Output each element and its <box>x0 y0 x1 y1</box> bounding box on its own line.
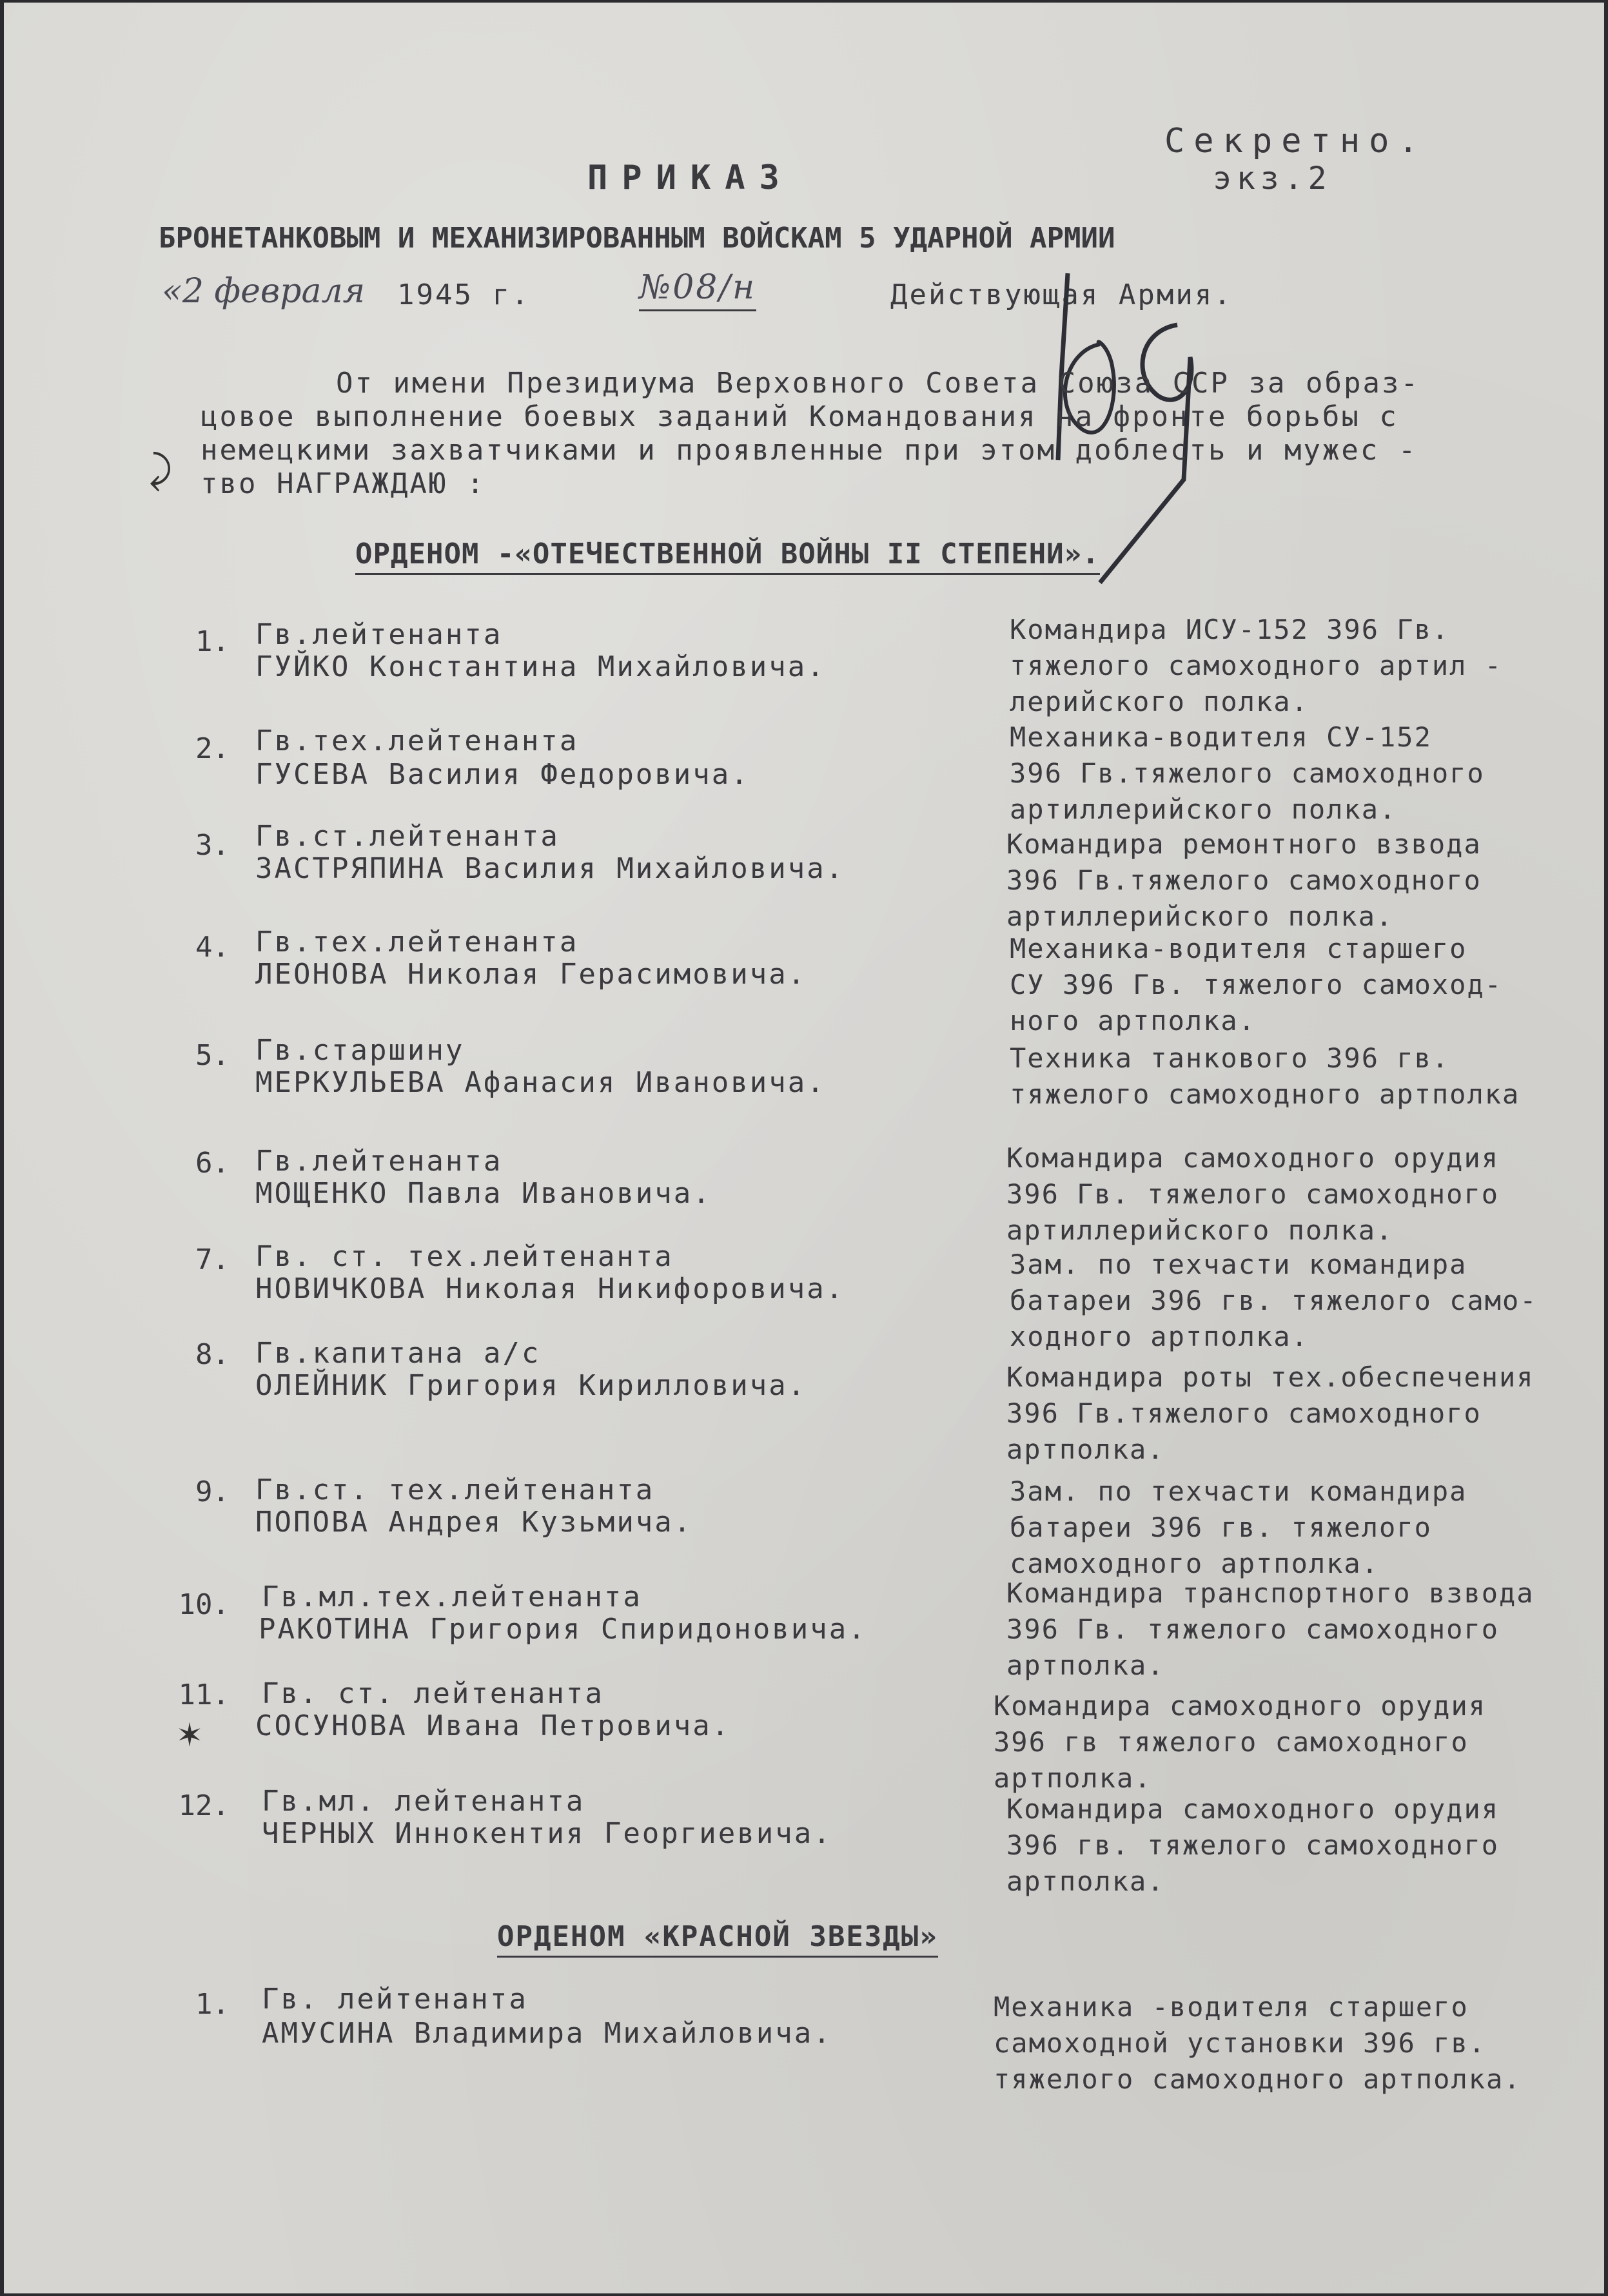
document-page <box>4 3 1604 2293</box>
entry-rank: Гв.лейтенанта <box>255 1145 503 1178</box>
entry-name: ГУЙКО Константина Михайловича. <box>255 650 826 683</box>
entry-number: 7. <box>195 1243 230 1276</box>
order-date-handwritten: «2 февраля <box>162 272 365 311</box>
entry-rank: Гв.мл.тех.лейтенанта <box>262 1581 642 1613</box>
margin-tick-mark: ⤸ <box>149 447 172 492</box>
section-title-2: ОРДЕНОМ «КРАСНОЙ ЗВЕЗДЫ» <box>497 1920 938 1958</box>
preamble-line-4: тво НАГРАЖДАЮ : <box>201 467 486 500</box>
entry-name: ЗАСТРЯПИНА Василия Михайловича. <box>255 852 845 885</box>
entry-number: 6. <box>195 1147 230 1180</box>
entry-name: НОВИЧКОВА Николая Никифоровича. <box>255 1272 845 1305</box>
entry-rank: Гв.ст. тех.лейтенанта <box>255 1474 655 1506</box>
entry-rank: Гв.тех.лейтенанта <box>255 725 579 757</box>
order-subtitle: БРОНЕТАНКОВЫМ И МЕХАНИЗИРОВАННЫМ ВОЙСКАМ 5 УДАРНОЙ АРМИИ <box>159 222 1115 255</box>
margin-star-mark: ✶ <box>178 1711 202 1756</box>
preamble-line-1: От имени Президиума Верховного Совета Союза ССР за образ- <box>336 367 1420 400</box>
entry-position: Техника танкового 396 гв. тяжелого самоходного артполка <box>1010 1042 1520 1110</box>
entry-number: 12. <box>178 1789 230 1822</box>
entry-position: Командира ремонтного взвода 396 Гв.тяжелого самоходного артиллерийского полка. <box>1006 828 1482 932</box>
entry-number: 9. <box>195 1475 230 1508</box>
preamble-line-2: цовое выполнение боевых заданий Командования на фронте борьбы с <box>201 400 1398 433</box>
order-title: ПРИКАЗ <box>587 159 794 197</box>
entry-rank: Гв.старшину <box>255 1034 465 1067</box>
entry-name: ПОПОВА Андрея Кузьмича. <box>255 1506 693 1539</box>
entry-position: Механика-водителя СУ-152 396 Гв.тяжелого самоходного артиллерийского полка. <box>1010 721 1485 825</box>
entry-number: 2. <box>195 732 230 765</box>
order-date-year: 1945 г. <box>397 278 531 311</box>
preamble-line-3: немецкими захватчиками и проявленные при этом доблесть и мужес - <box>201 434 1418 467</box>
entry-number: 8. <box>195 1338 230 1371</box>
stamp-mark-text <box>971 3 988 10</box>
entry-position: Командира транспортного взвода 396 Гв. тяжелого самоходного артполка. <box>1006 1577 1534 1681</box>
entry-position: Командира самоходного орудия 396 гв. тяжелого самоходного артполка. <box>1006 1793 1500 1897</box>
entry-position: Зам. по техчасти командира батареи 396 гв. тяжелого самоходного артполка. <box>1010 1475 1467 1579</box>
entry-name: СОСУНОВА Ивана Петровича. <box>255 1709 731 1742</box>
entry-position: Командира самоходного орудия 396 гв тяжелого самоходного артполка. <box>994 1690 1487 1794</box>
section-title-1: ОРДЕНОМ -«ОТЕЧЕСТВЕННОЙ ВОЙНЫ II СТЕПЕНИ». <box>355 538 1100 575</box>
entry-position: Механика -водителя старшего самоходной установки 396 гв. тяжелого самоходного артполка. <box>994 1991 1522 2095</box>
entry-rank: Гв. лейтенанта <box>262 1983 528 2016</box>
entry-number: 1. <box>195 1988 230 2021</box>
entry-position: Зам. по техчасти командира батареи 396 гв. тяжелого само- ходного артполка. <box>1010 1249 1538 1352</box>
entry-position: Командира самоходного орудия 396 Гв. тяжелого самоходного артиллерийского полка. <box>1006 1142 1500 1246</box>
entry-rank: Гв.ст.лейтенанта <box>255 820 560 853</box>
entry-rank: Гв.капитана а/с <box>255 1337 541 1370</box>
entry-name: РАКОТИНА Григория Спиридоновича. <box>259 1613 867 1646</box>
entry-number: 10. <box>178 1588 230 1621</box>
entry-name: ЧЕРНЫХ Иннокентия Георгиевича. <box>262 1817 832 1850</box>
entry-position: Командира ИСУ-152 396 Гв. тяжелого самоходного артил - лерийского полка. <box>1010 614 1503 717</box>
entry-name: МЕРКУЛЬЕВА Афанасия Ивановича. <box>255 1066 826 1099</box>
entry-position: Командира роты тех.обеспечения 396 Гв.тяжелого самоходного артполка. <box>1006 1361 1534 1465</box>
location-label: Действующая Армия. <box>890 278 1233 311</box>
entry-number: 5. <box>195 1039 230 1072</box>
copy-number: экз.2 <box>1213 161 1332 197</box>
entry-number: 1. <box>195 625 230 658</box>
secret-label: Секретно. <box>1164 122 1427 161</box>
entry-name: ОЛЕЙНИК Григория Кирилловича. <box>255 1369 807 1402</box>
entry-name: ГУСЕВА Василия Федоровича. <box>255 758 750 791</box>
entry-rank: Гв. ст. тех.лейтенанта <box>255 1240 674 1273</box>
entry-number: 4. <box>195 931 230 964</box>
order-number: №08/н <box>639 268 756 311</box>
entry-position: Механика-водителя старшего СУ 396 Гв. тяжелого самоход- ного артполка. <box>1010 933 1503 1036</box>
entry-number: 3. <box>195 829 230 862</box>
entry-rank: Гв.мл. лейтенанта <box>262 1785 585 1818</box>
entry-rank: Гв. ст. лейтенанта <box>262 1677 604 1710</box>
entry-name: ЛЕОНОВА Николая Герасимовича. <box>255 958 807 991</box>
entry-name: АМУСИНА Владимира Михайловича. <box>262 2017 832 2050</box>
entry-name: МОЩЕНКО Павла Ивановича. <box>255 1177 712 1210</box>
entry-rank: Гв.тех.лейтенанта <box>255 926 579 958</box>
entry-rank: Гв.лейтенанта <box>255 618 503 651</box>
entry-number: 11. <box>178 1678 230 1711</box>
